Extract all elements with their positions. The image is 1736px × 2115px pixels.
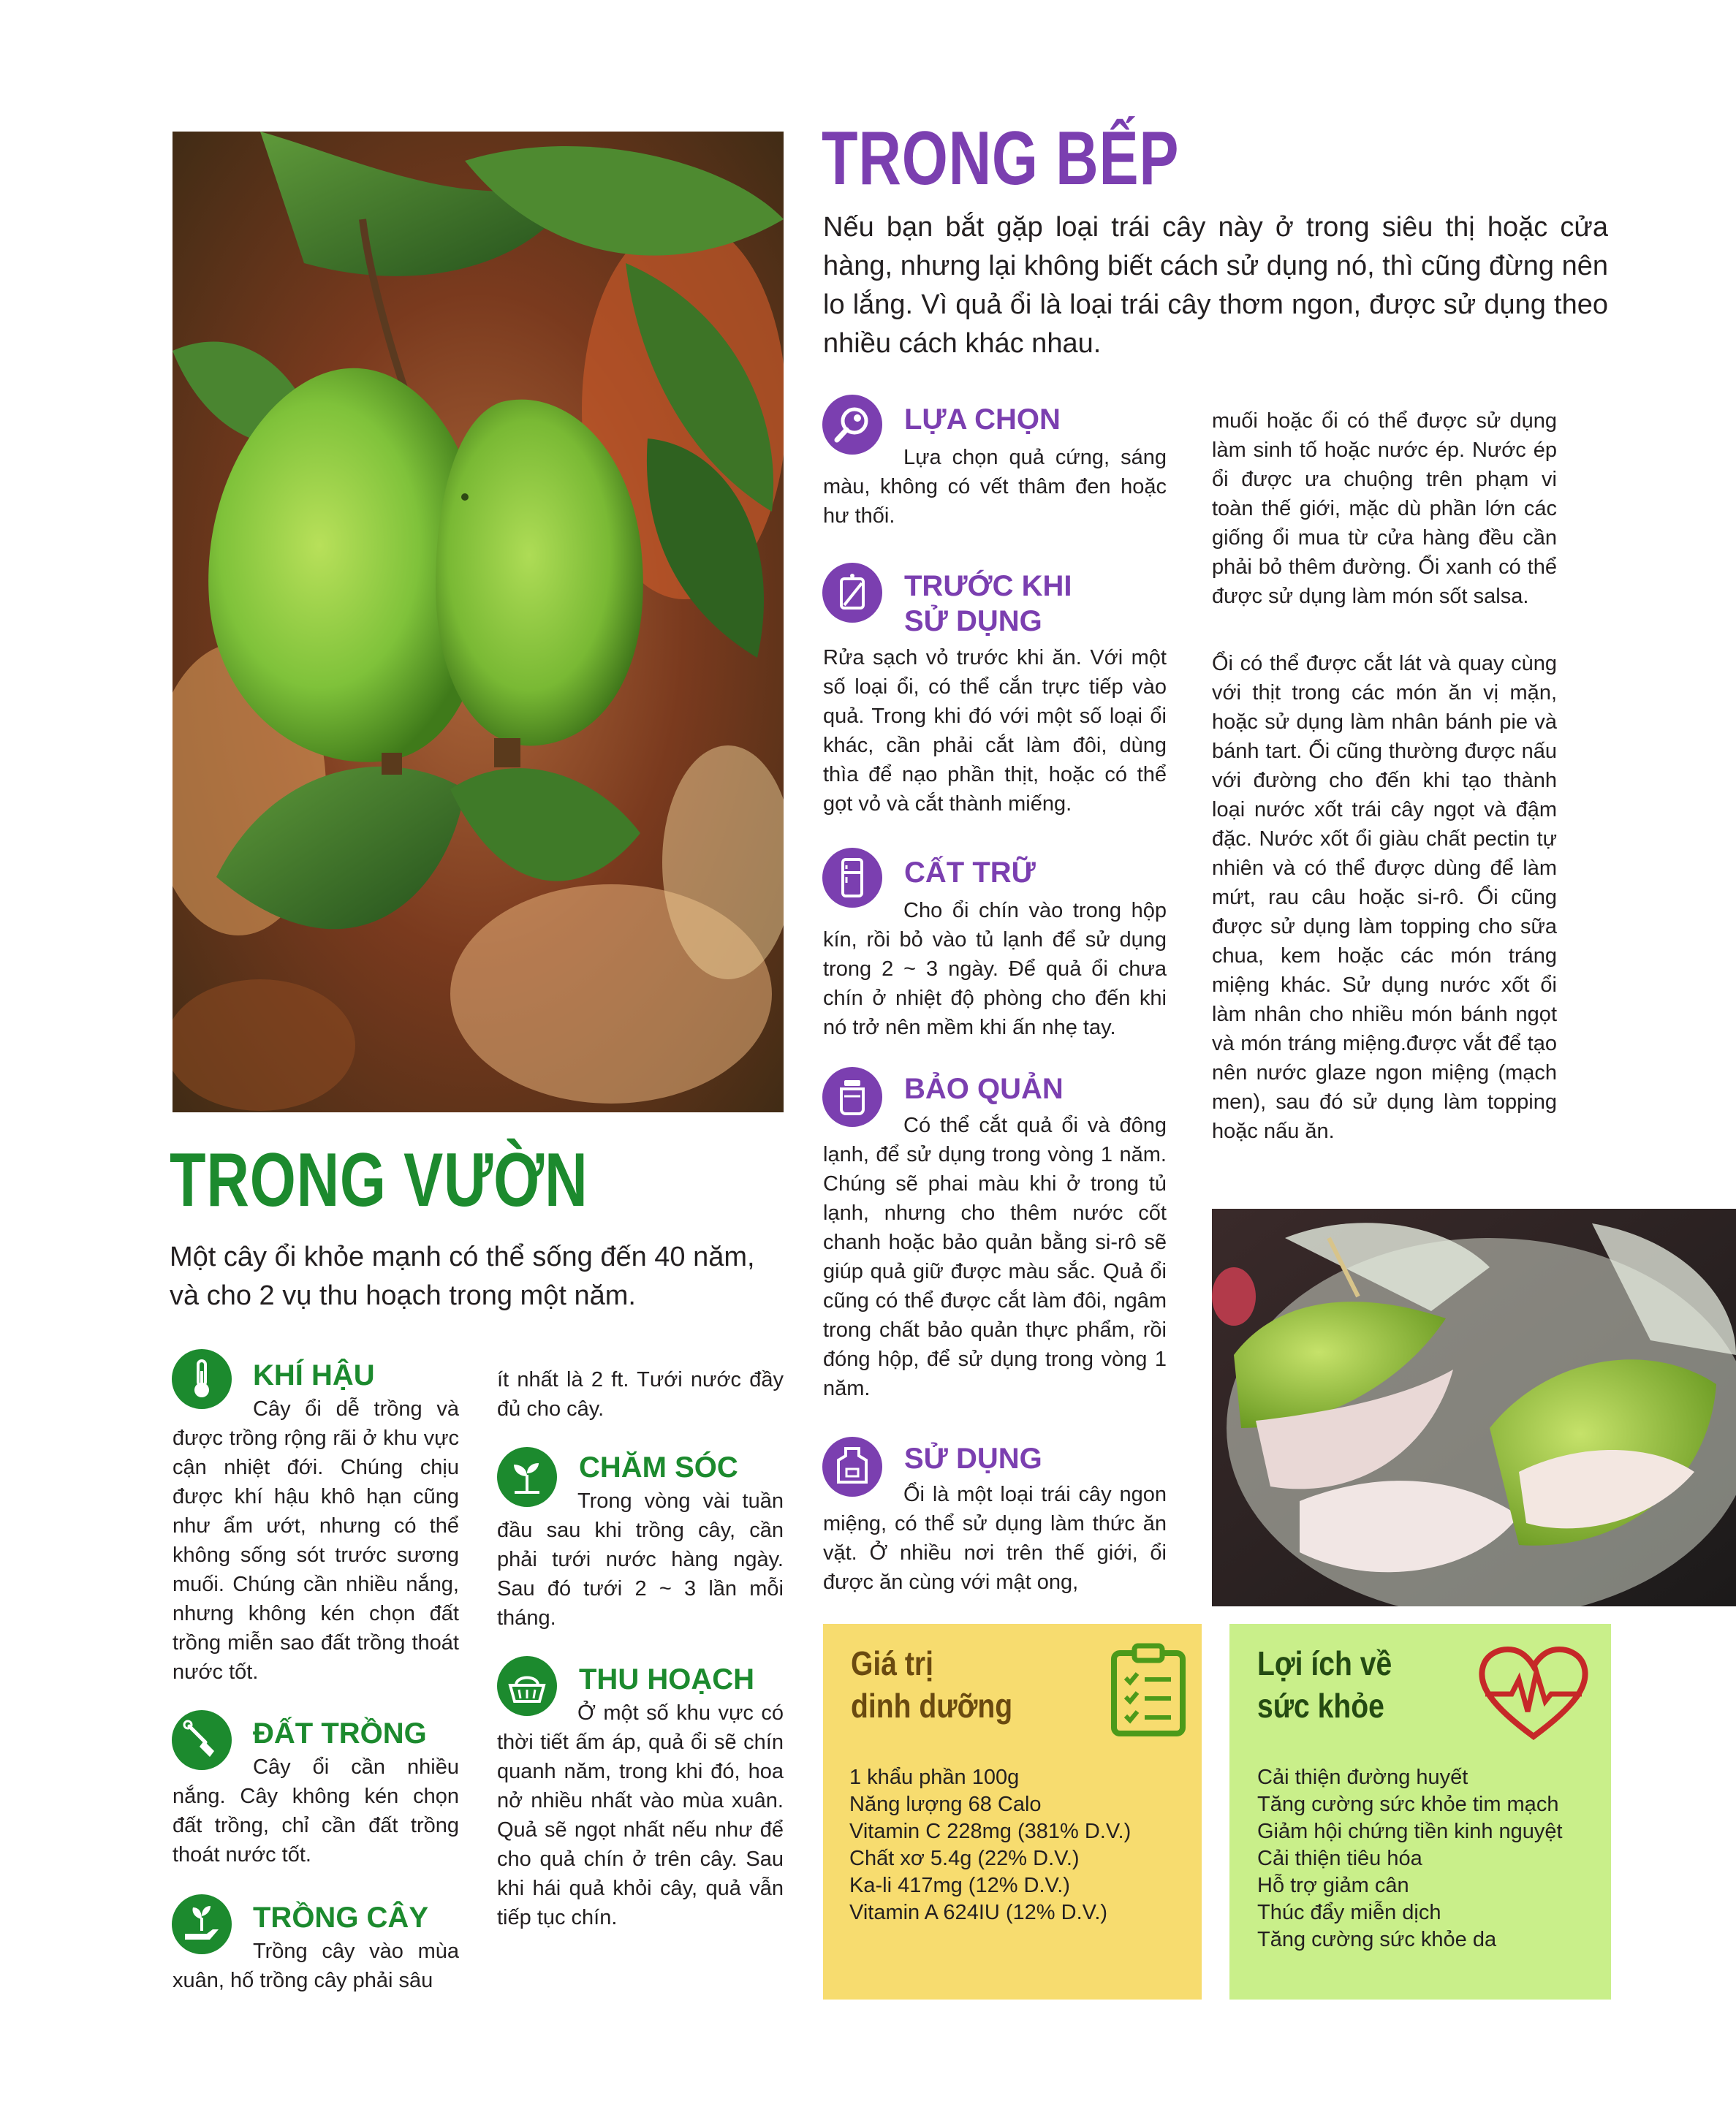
heart-pulse-icon: [1475, 1643, 1592, 1745]
nutrition-title-1: Giá trị: [851, 1644, 933, 1682]
preserve-text: Có thể cắt quả ổi và đông lạnh, để sử dụng trong vòng 1 năm. Chúng sẽ phai màu khi ở trong tủ lạnh, nhưng cho thêm nước cốt chanh hoặc bảo quản bằng si-rô sẽ giúp quả giữ được màu sắc. Quả ổi cũng có thể được cắt làm đôi, ngâm trong chất bảo quản thực phẩm, rồi đóng hộp, để sử dụng trong vòng 1 năm.: [823, 1114, 1167, 1400]
garden-title: TRONG VƯỜN: [170, 1138, 588, 1223]
nutrition-item: 1 khẩu phần 100g: [849, 1766, 1020, 1789]
nutrition-item: Vitamin A 624IU (12% D.V.): [849, 1901, 1108, 1924]
climate-text: Cây ổi dễ trồng và được trồng rộng rãi ở khu vực cận nhiệt đới. Chúng chịu được khí hậu khô hạn cũng như ẩm ướt, nhưng có thể không sống sót trước sương muối. Chúng cần nhiều nắng, nhưng không kén chọn đất trồng miễn sao đất trồng thoát nước tốt.: [173, 1397, 459, 1684]
health-list: [1257, 1764, 1563, 1953]
planting-title: TRỒNG CÂY: [253, 1902, 428, 1934]
store-text: Cho ổi chín vào trong hộp kín, rồi bỏ vào tủ lạnh để sử dụng trong 2 ~ 3 ngày. Để quả ổi chưa chín ở nhiệt độ phòng cho đến khi nó trở nên mềm khi ấn nhẹ tay.: [823, 899, 1167, 1039]
clipboard-checklist-icon: [1108, 1643, 1189, 1738]
health-item: Cải thiện đường huyết: [1257, 1766, 1468, 1789]
cutting-board-icon: [822, 563, 882, 623]
planting-text-continued: ít nhất là 2 ft. Tưới nước đầy đủ cho cây.: [497, 1368, 784, 1421]
climate-title: KHÍ HẬU: [253, 1359, 375, 1391]
care-title: CHĂM SÓC: [579, 1451, 738, 1484]
planting-text: Trồng cây vào mùa xuân, hố trồng cây phải sâu: [173, 1940, 459, 1992]
nutrition-title-2: dinh dưỡng: [851, 1687, 1013, 1725]
nutrition-box: [823, 1624, 1202, 2000]
harvest-title: THU HOẠCH: [579, 1663, 754, 1696]
health-item: Tăng cường sức khỏe da: [1257, 1928, 1497, 1951]
nutrition-item: Năng lượng 68 Calo: [849, 1793, 1042, 1816]
select-text: Lựa chọn quả cứng, sáng màu, không có vết thâm đen hoặc hư thối.: [823, 446, 1167, 528]
health-item: Giảm hội chứng tiền kinh nguyệt: [1257, 1820, 1563, 1843]
garden-intro: Một cây ổi khỏe mạnh có thể sống đến 40 năm, và cho 2 vụ thu hoạch trong một năm.: [170, 1242, 755, 1311]
kitchen-col2-paragraph-2: Ổi có thể được cắt lát và quay cùng với thịt trong các món ăn vị mặn, hoặc sử dụng làm nhân bánh pie và bánh tart. Ổi cũng thường được nấu với đường cho đến khi tạo thành loại nước xốt trái cây ngọt và đậm đặc. Nước xốt ổi giàu chất pectin tự nhiên và có thể được dùng để làm mứt, rau câu hoặc si-rô. Ổi cũng được sử dụng làm topping cho sữa chua, kem hoặc các món tráng miệng khác. Sử dụng nước xốt ổi làm nhân cho nhiều món bánh ngọt và món tráng miệng.được vắt để tạo nên nước glaze ngon miệng (mạch men), sau đó sử dụng làm topping hoặc nấu ăn.: [1212, 652, 1557, 1143]
before-use-text: Rửa sạch vỏ trước khi ăn. Với một số loại ổi, có thể cắn trực tiếp vào quả. Trong khi đó với một số loại ổi khác, cần phải cắt làm đôi, dùng thìa để nạo phần thịt, hoặc có thể gọt vỏ và cắt thành miếng.: [823, 646, 1167, 816]
health-item: Tăng cường sức khỏe tim mạch: [1257, 1793, 1559, 1816]
health-box: [1229, 1624, 1611, 2000]
health-item: Thúc đẩy miễn dịch: [1257, 1901, 1441, 1924]
nutrition-item: Ka-li 417mg (12% D.V.): [849, 1874, 1070, 1897]
care-text: Trong vòng vài tuần đầu sau khi trồng cây, cần phải tưới nước hàng ngày. Sau đó tưới 2 ~ 3 lần mỗi tháng.: [497, 1489, 784, 1630]
health-title-2: sức khỏe: [1257, 1687, 1384, 1725]
kitchen-intro: Nếu bạn bắt gặp loại trái cây này ở trong siêu thị hoặc cửa hàng, nhưng lại không biết cách sử dụng nó, thì cũng đừng nên lo lắng. Vì quả ổi là loại trái cây thơm ngon, được sử dụng theo nhiều cách khác nhau.: [823, 212, 1608, 359]
soil-text: Cây ổi cần nhiều nắng. Cây không kén chọn đất trồng, chỉ cần đất trồng thoát nước tốt.: [173, 1755, 459, 1867]
sliced-guava-photo: [1212, 1209, 1736, 1606]
guava-tree-photo: [173, 132, 784, 1112]
preserve-title: BẢO QUẢN: [904, 1073, 1064, 1105]
before-use-title-2: SỬ DỤNG: [904, 605, 1042, 637]
health-item: Hỗ trợ giảm cân: [1257, 1874, 1409, 1897]
soil-title: ĐẤT TRỒNG: [253, 1717, 427, 1750]
nutrition-item: Chất xơ 5.4g (22% D.V.): [849, 1847, 1080, 1870]
select-title: LỰA CHỌN: [904, 403, 1061, 436]
nutrition-item: Vitamin C 228mg (381% D.V.): [849, 1820, 1132, 1843]
use-text: Ổi là một loại trái cây ngon miệng, có thể sử dụng làm thức ăn vặt. Ở nhiều nơi trên thế giới, ổi được ăn cùng với mật ong,: [823, 1483, 1167, 1594]
health-title-1: Lợi ích về: [1257, 1644, 1392, 1682]
health-item: Cải thiện tiêu hóa: [1257, 1847, 1422, 1870]
before-use-title-1: TRƯỚC KHI: [904, 570, 1072, 602]
nutrition-list: [849, 1764, 1131, 1926]
store-title: CẤT TRỮ: [904, 857, 1036, 889]
harvest-text: Ở một số khu vực có thời tiết ấm áp, quả ổi sẽ chín quanh năm, trong khi đó, hoa nở nhiều nhất vào mùa xuân. Quả sẽ ngọt nhất nếu như để cho quả chín ở trên cây. Sau khi hái quả khỏi cây, quả vẫn tiếp tục chín.: [497, 1701, 784, 1929]
kitchen-col2-paragraph-1: muối hoặc ổi có thể được sử dụng làm sinh tố hoặc nước ép. Nước ép ổi được ưa chuộng trên phạm vi toàn thế giới, mặc dù phần lớn các giống ổi mua từ cửa hàng đều cần phải bỏ thêm đường. Ổi xanh có thể được sử dụng làm món sốt salsa.: [1212, 409, 1557, 608]
use-title: SỬ DỤNG: [904, 1443, 1042, 1475]
kitchen-title: TRONG BẾP: [822, 116, 1180, 201]
